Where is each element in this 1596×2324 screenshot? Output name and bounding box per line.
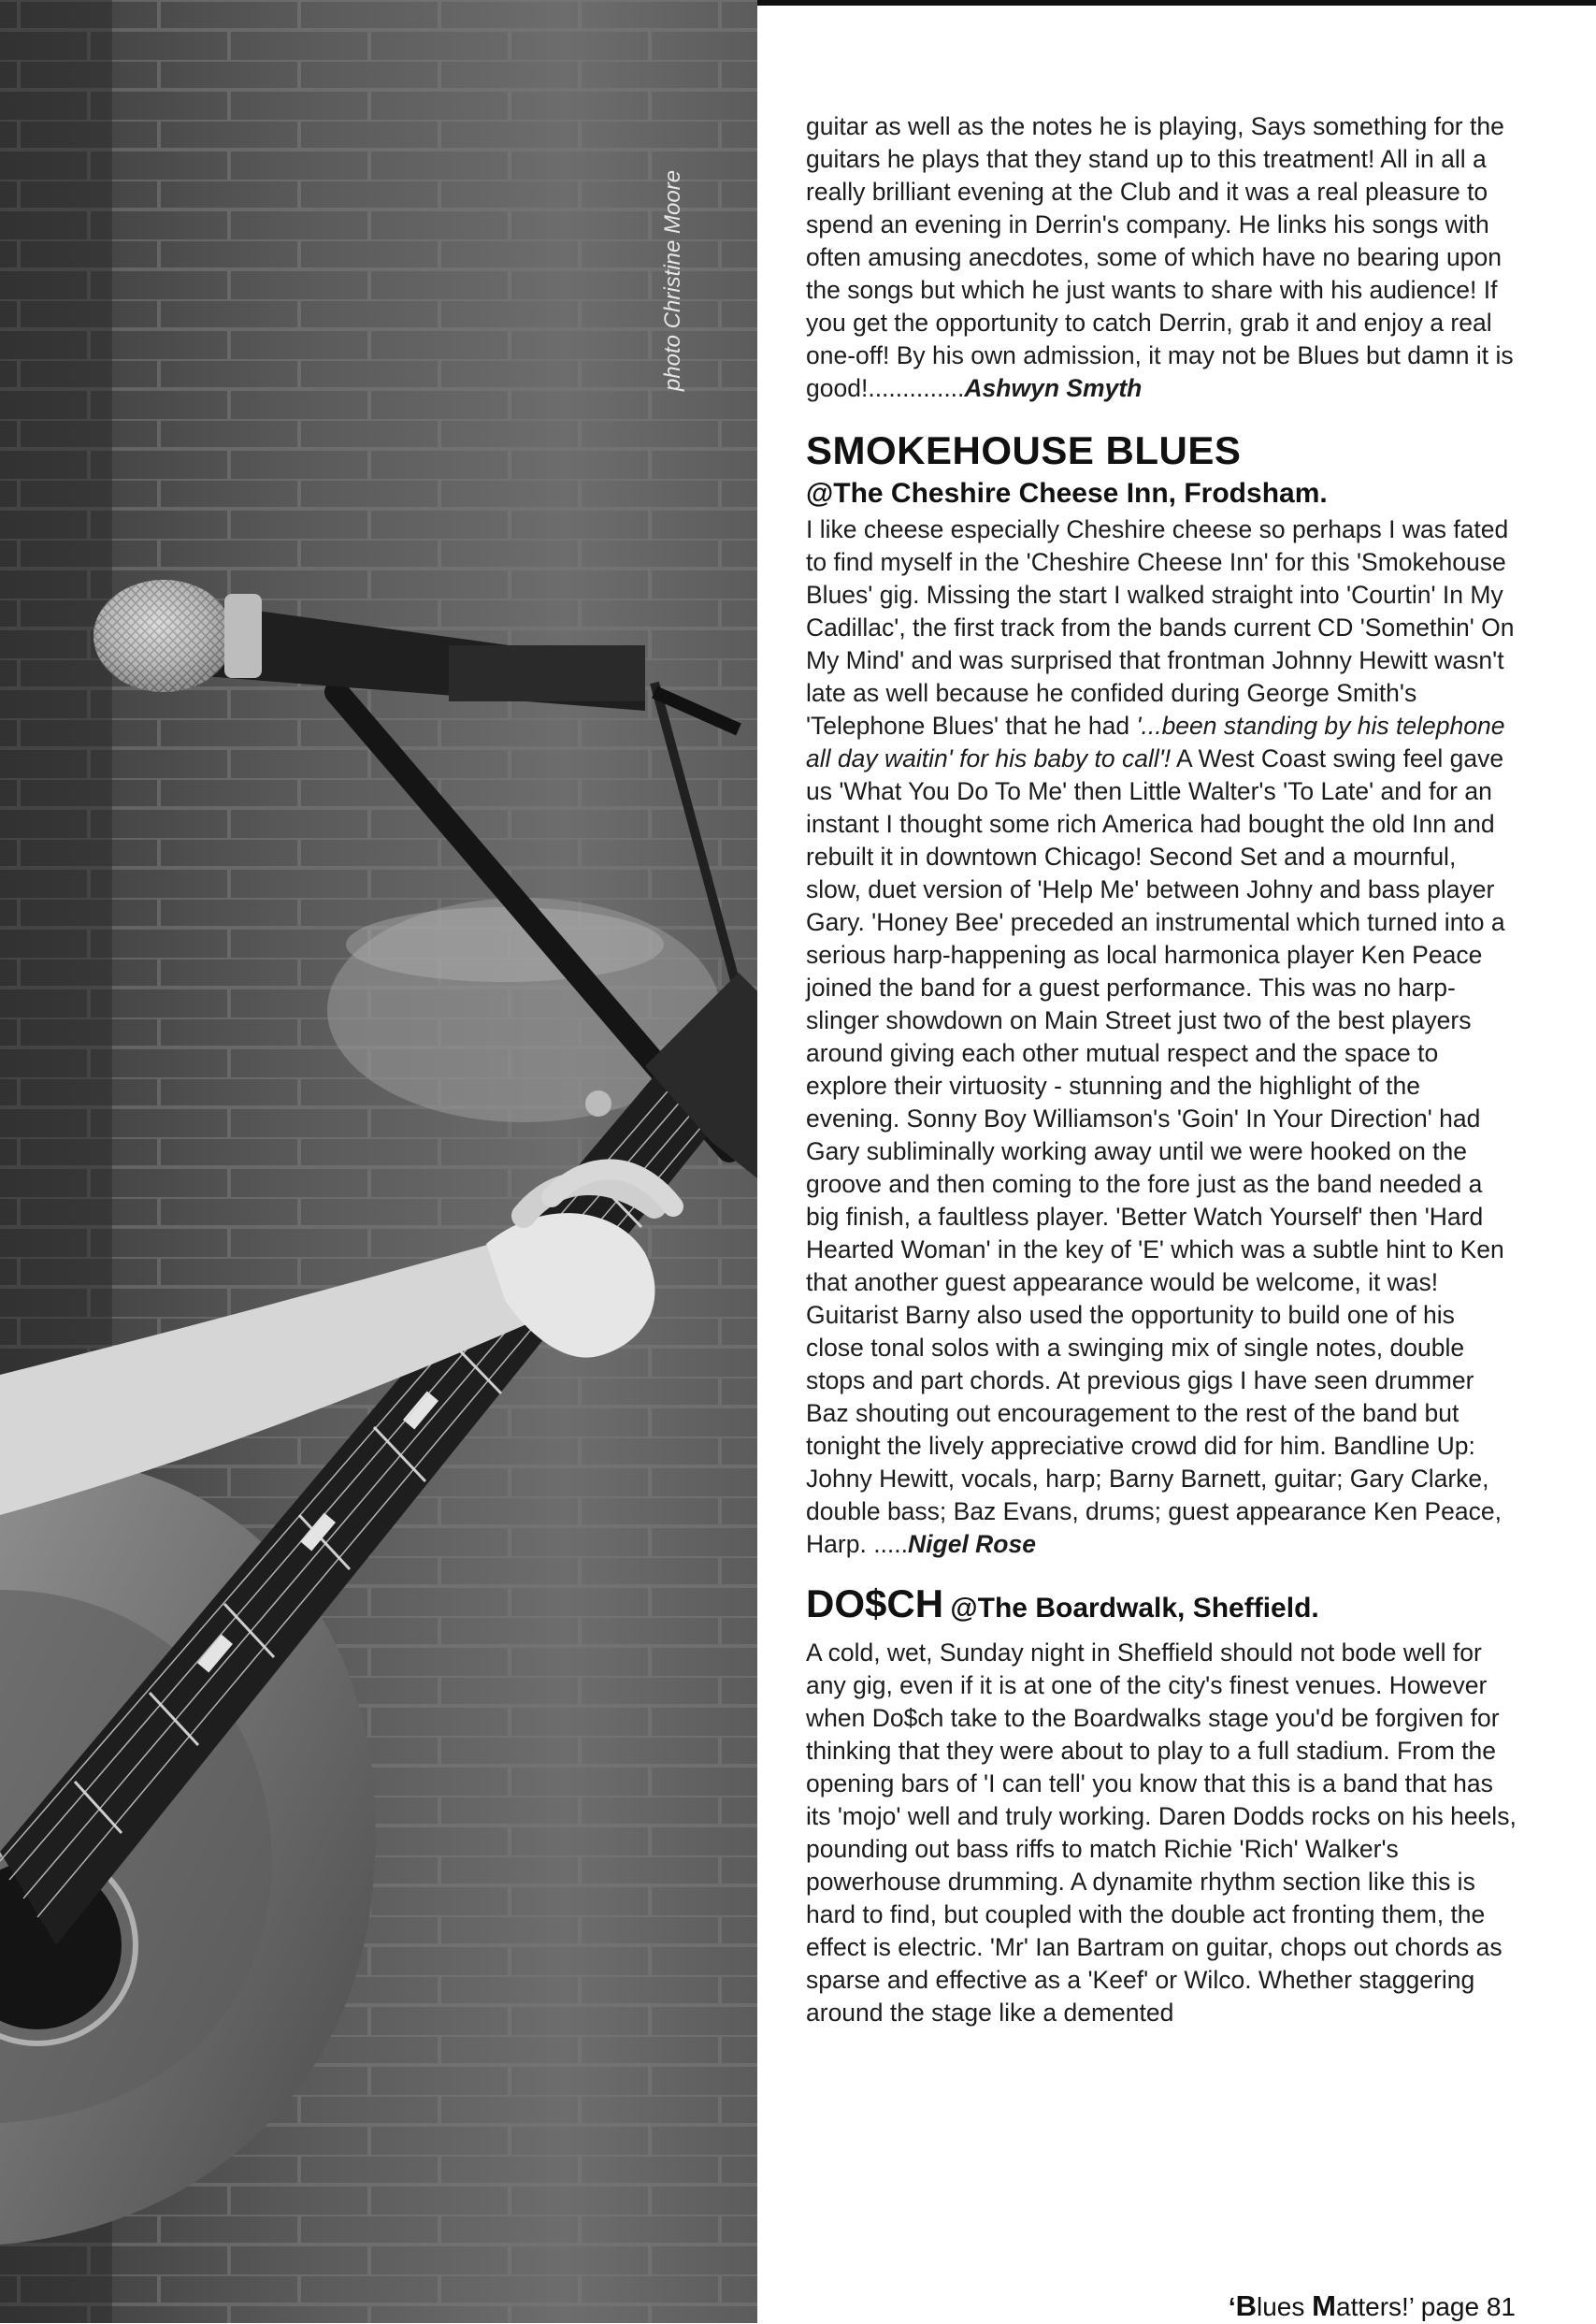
review-dosch: A cold, wet, Sunday night in Sheffield should not bode well for any gig, even if it is at one of the city's finest venues. However when Do$ch take to the Boardwalks stage you'd be forgiven for thinking that they were about to play to a full stadium. From the opening bars of 'I can tell' you know that this is a band that has its 'mojo' well and truly working. Daren Dodds rocks on his heels, pounding out bass riffs to match Richie 'Rich' Walker's powerhouse drumming. A dynamite rhythm section like this is hard to find, but coupled with the double act fronting them, the effect is electric. 'Mr' Ian Bartram on guitar, chops out chords as sparse and effective as a 'Keef' or Wilco. Whether staggering around the stage like a demented (806, 1638, 1517, 2027)
title-atters: atters!’ (1336, 2292, 1414, 2321)
photo-credit-text: photo Christine Moore (660, 169, 685, 392)
article-column (806, 110, 1517, 2029)
byline-nigel-rose: Nigel Rose (908, 1530, 1036, 1558)
photo-panel (0, 0, 757, 2323)
venue-cheshire-cheese-inn: @The Cheshire Cheese Inn, Frodsham. (806, 478, 1328, 509)
byline-dots: .............. (868, 374, 965, 402)
heading-dosch (806, 1581, 1517, 1631)
photo-credit (645, 140, 701, 421)
page-footer (1229, 2289, 1516, 2323)
title-lues: lues (1257, 2292, 1313, 2321)
review-body-part-a: I like cheese especially Cheshire cheese so perhaps I was fated to find myself in the 'Cheshire Cheese Inn' for this 'Smokehouse Blues' gig. Missing the start I walked straight into 'Courtin' In My Cadillac', the first track from the bands current CD 'Somethin' On My Mind' and was surprised that frontman Johnny Hewitt wasn't late as well because he confided during George Smith's 'Telephone Blues' that he had (806, 515, 1515, 740)
guitar-microphone-illustration (0, 0, 757, 2323)
review-ashwyn-smyth (806, 110, 1517, 405)
lyric-quote: '...been standing by his telephone all day waitin' for his baby to call'! (806, 712, 1505, 772)
title-initial-b: B (1235, 2289, 1258, 2322)
page-number: page 81 (1414, 2292, 1516, 2321)
review-smokehouse-blues (806, 513, 1517, 1561)
byline-ashwyn-smyth: Ashwyn Smyth (964, 374, 1143, 402)
review-body: guitar as well as the notes he is playing, Says something for the guitars he plays that they stand up to this treatment! All in all a really brilliant evening at the Club and it was a real pleasure to spend an evening in Derrin's company. He links his songs with often amusing anecdotes, some of which have no bearing upon the songs but which he just wants to share with his audience! If you get the opportunity to catch Derrin, grab it and enjoy a real one-off! By his own admission, it may not be Blues but damn it is good! (806, 112, 1514, 402)
band-name-dosch: DO$CH (806, 1581, 944, 1625)
open-quote: ‘ (1228, 2292, 1236, 2321)
byline-dots: ..... (873, 1530, 909, 1558)
title-initial-m: M (1312, 2289, 1336, 2322)
venue-boardwalk: @The Boardwalk, Sheffield. (950, 1593, 1319, 1624)
review-body-part-b: A West Coast swing feel gave us 'What You Do To Me' then Little Walter's 'To Late' and for an instant I thought some rich America had bought the old Inn and rebuilt it in downtown Chicago! Second Set and a mournful, slow, duet version of 'Help Me' between Johny and bass player Gary. 'Honey Bee' preceded an instrumental which turned into a serious harp-happening as local harmonica player Ken Peace joined the band for a guest performance. This was no harp-slinger showdown on Main Street just two of the best players around giving each other mutual respect and the space to explore their virtuosity - stunning and the highlight of the evening. Sonny Boy Williamson's 'Goin' In Your Direction' had Gary subliminally working away until we were hooked on the groove and then coming to the fore just as the band needed a big finish, a faultless player. 'Better Watch Yourself' then 'Hard Hearted Woman' in the key of 'E' which was a subtle hint to Ken that another guest appearance would be welcome, it was! Guitarist Barny also used the opportunity to build one of his close tonal solos with a swinging mix of single notes, double stops and part chords. At previous gigs I have seen drummer Baz shouting out encouragement to the rest of the band but tonight the lively appreciative crowd did for him. Bandline Up: Johny Hewitt, vocals, harp; Barny Barnett, guitar; Gary Clarke, double bass; Baz Evans, drums; guest appearance Ken Peace, Harp. (806, 744, 1505, 1558)
heading-smokehouse-blues: SMOKEHOUSE BLUES (806, 428, 1242, 472)
